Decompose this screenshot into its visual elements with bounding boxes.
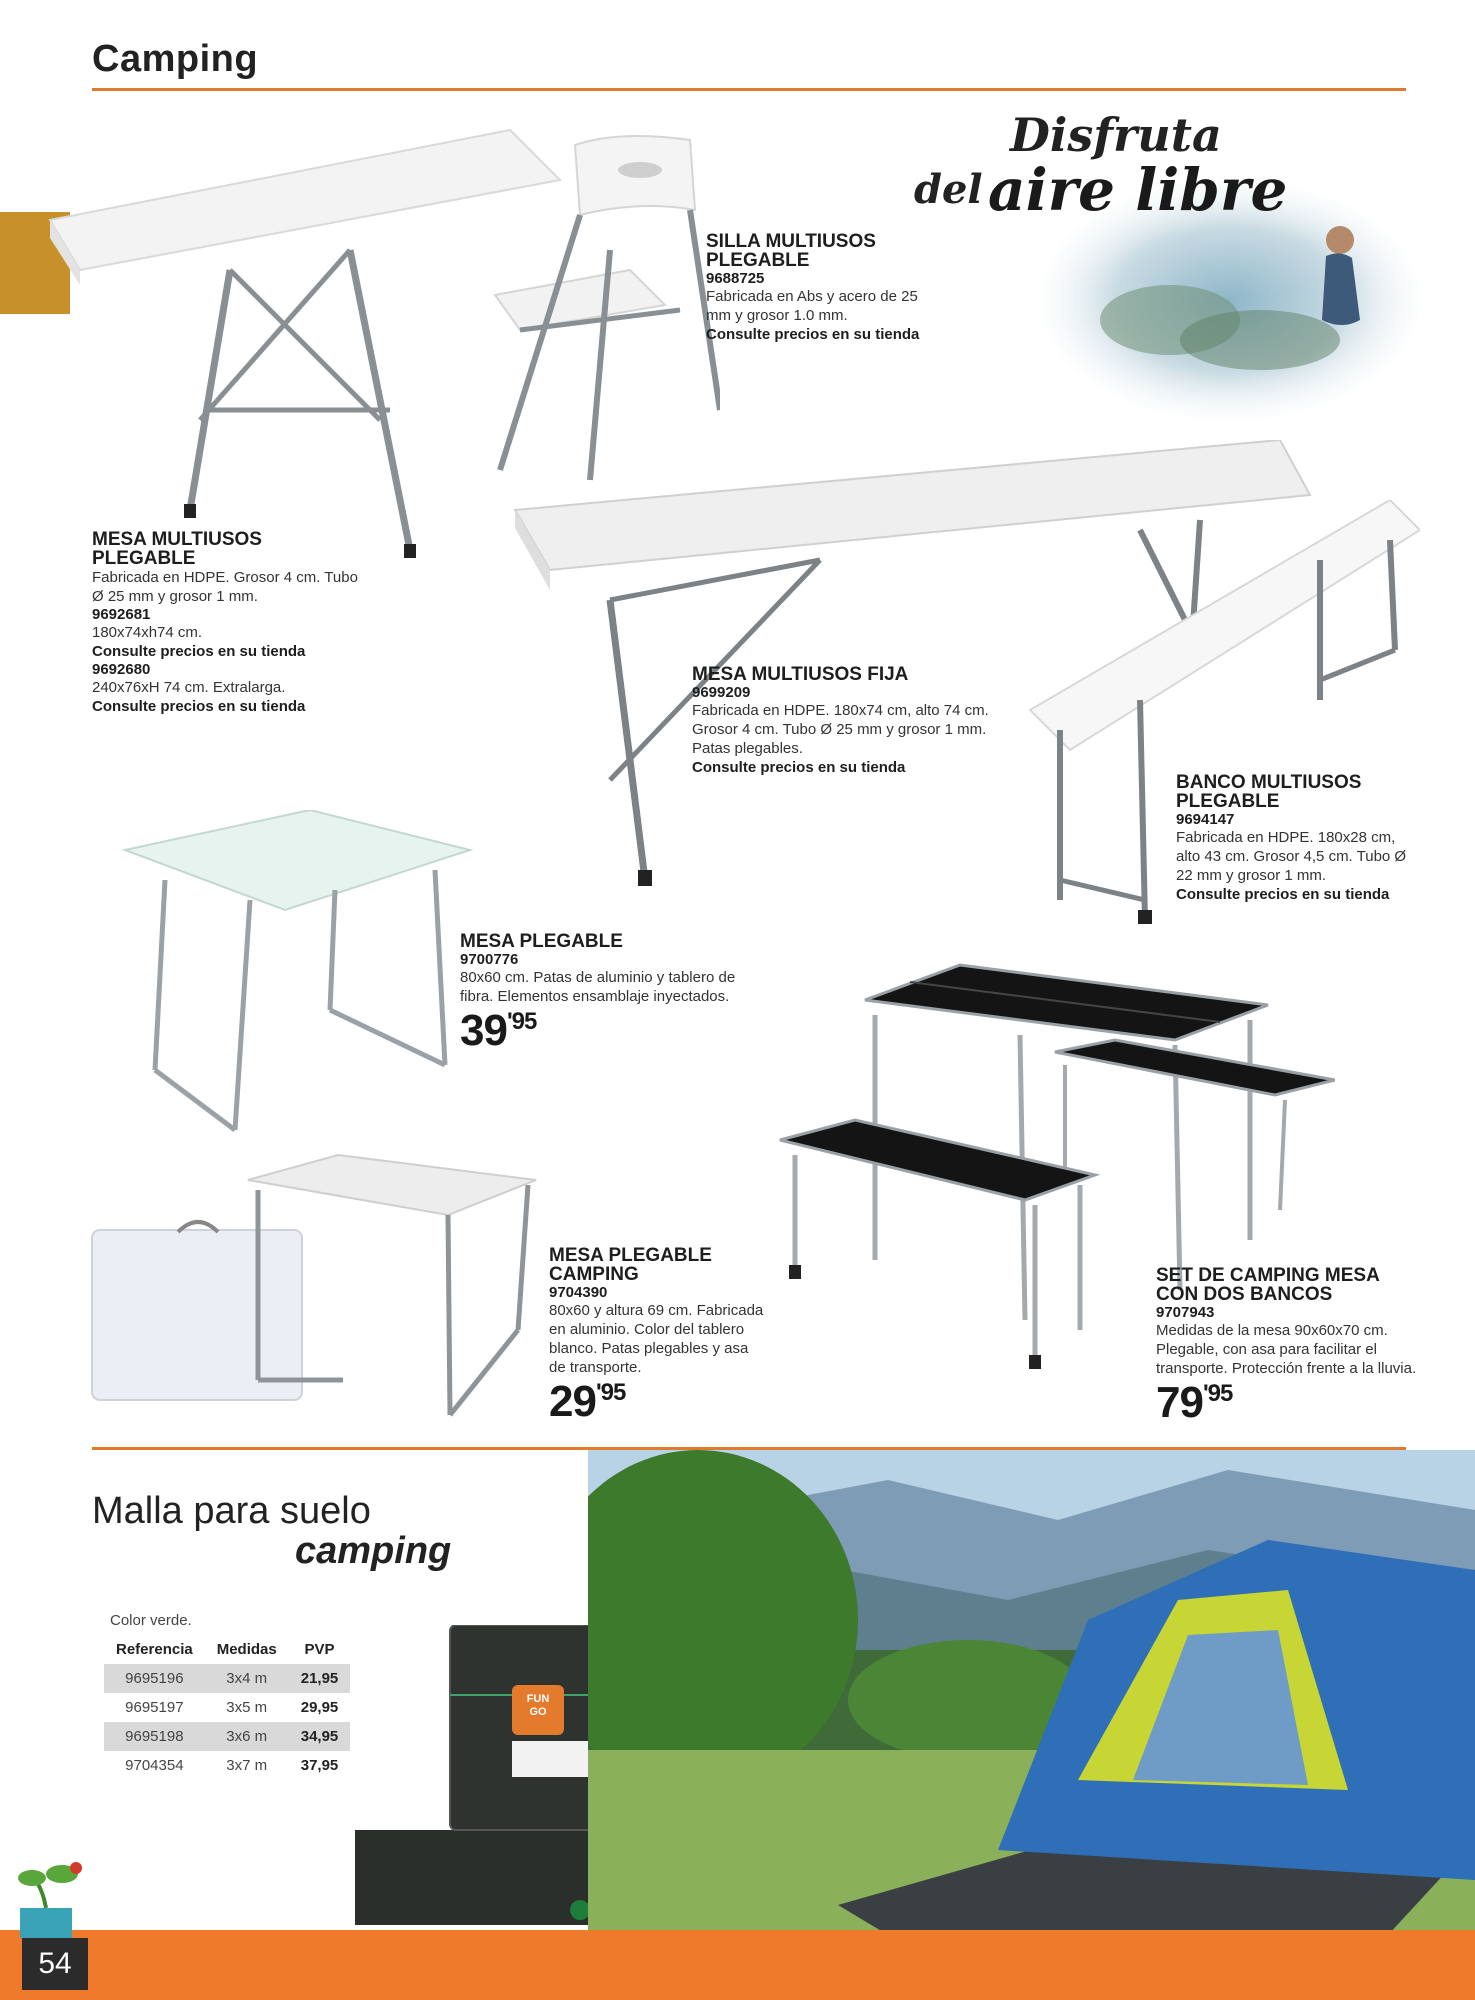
cell-price: 21,95 [289, 1664, 351, 1693]
set-camping-info [1156, 1266, 1426, 1428]
banner-line2b: aire libre [988, 156, 1288, 224]
malla-title-line1: Malla para suelo [92, 1490, 371, 1532]
product-ref: 9692681 [92, 606, 151, 623]
page-title: Camping [92, 38, 259, 80]
malla-title-line2: camping [295, 1530, 452, 1572]
product-size: 240x76xH 74 cm. Extralarga. [92, 679, 286, 696]
banner-headline [910, 108, 1310, 228]
cell-ref: 9695198 [104, 1722, 205, 1751]
product-ref: 9707943 [1156, 1304, 1215, 1321]
banco-info [1176, 773, 1416, 904]
col-medidas: Medidas [216, 1641, 277, 1658]
mesa-fija-info [692, 665, 992, 777]
product-ref: 9704390 [549, 1284, 608, 1301]
product-ref: 9688725 [706, 270, 765, 287]
product-price: $39^{'95}$ [460, 1006, 537, 1055]
page-number: 54 [22, 1938, 88, 1990]
product-desc: Medidas de la mesa 90x60x70 cm. Plegable, con asa para facilitar el transporte. Protección frente a la lluvia. [1156, 1322, 1417, 1377]
product-price: $29^{'95}$ [549, 1377, 626, 1426]
cell-price: 37,95 [300, 1757, 339, 1774]
cell-size: 3x4 m [205, 1664, 289, 1693]
product-name: SILLA MULTIUSOS PLEGABLE [706, 231, 876, 271]
product-name: SET DE CAMPING MESA CON DOS BANCOS [1156, 1265, 1380, 1305]
product-cta: Consulte precios en su tienda [92, 698, 306, 715]
silla-info [706, 232, 936, 344]
cell-ref: 9704354 [125, 1757, 184, 1774]
table-row [104, 1751, 350, 1780]
product-desc: 80x60 y altura 69 cm. Fabricada en aluminio. Color del tablero blanco. Patas plegables y asa de transporte. [549, 1302, 764, 1376]
table-row [104, 1693, 350, 1722]
product-desc: Fabricada en HDPE. 180x74 cm, alto 74 cm. Grosor 4 cm. Tubo Ø 25 mm y grosor 1 mm. Patas plegables. [692, 702, 989, 757]
mesa-camping-image [88, 1150, 538, 1420]
cell-price: 29,95 [300, 1699, 339, 1716]
table-row [104, 1664, 350, 1693]
cell-price: 34,95 [289, 1722, 351, 1751]
product-ref: 9694147 [1176, 811, 1235, 828]
cell-ref: 9695197 [125, 1699, 184, 1716]
cell-size: 3x6 m [205, 1722, 289, 1751]
cell-ref: 9695196 [104, 1664, 205, 1693]
col-referencia: Referencia [116, 1641, 193, 1658]
tent-photo [588, 1450, 1475, 1935]
product-cta: Consulte precios en su tienda [692, 759, 906, 776]
product-desc: Fabricada en Abs y acero de 25 mm y grosor 1.0 mm. [706, 288, 918, 324]
banner-line2a: del [914, 166, 983, 213]
silla-image [480, 130, 720, 490]
mesa-plegable-info [460, 932, 740, 1056]
product-ref: 9699209 [692, 684, 751, 701]
product-desc: Fabricada en HDPE. 180x28 cm, alto 43 cm. Grosor 4,5 cm. Tubo Ø 22 mm y grosor 1 mm. [1176, 829, 1407, 884]
malla-note: Color verde. [110, 1612, 192, 1629]
product-cta: Consulte precios en su tienda [1176, 886, 1390, 903]
col-pvp: PVP [304, 1641, 335, 1658]
mesa-camping-info [549, 1246, 769, 1427]
product-name: MESA PLEGABLE CAMPING [549, 1245, 712, 1285]
product-name: MESA MULTIUSOS PLEGABLE [92, 529, 262, 569]
plant-icon [12, 1856, 102, 1940]
malla-table [104, 1635, 350, 1780]
product-ref: 9700776 [460, 951, 519, 968]
cell-size: 3x7 m [226, 1757, 268, 1774]
product-desc: Fabricada en HDPE. Grosor 4 cm. Tubo Ø 25 mm y grosor 1 mm. [92, 569, 358, 605]
product-price: $79^{'95}$ [1156, 1378, 1233, 1427]
product-ref: 9692680 [92, 661, 151, 678]
mesa-multiusos-info [92, 530, 362, 716]
table-row [104, 1722, 350, 1751]
footer-bar [0, 1930, 1475, 2000]
product-size: 180x74xh74 cm. [92, 624, 203, 641]
product-cta: Consulte precios en su tienda [706, 326, 920, 343]
product-name: MESA MULTIUSOS FIJA [692, 664, 909, 685]
mesa-plegable-image [110, 810, 480, 1140]
header-rule [92, 88, 1406, 91]
banner-line1: Disfruta [1010, 108, 1222, 162]
package-label: FUN GO [526, 1693, 550, 1718]
cell-size: 3x5 m [226, 1699, 268, 1716]
product-desc: 80x60 cm. Patas de aluminio y tablero de fibra. Elementos ensamblaje inyectados. [460, 969, 736, 1005]
product-cta: Consulte precios en su tienda [92, 643, 306, 660]
product-name: BANCO MULTIUSOS PLEGABLE [1176, 772, 1362, 812]
product-name: MESA PLEGABLE [460, 931, 623, 952]
